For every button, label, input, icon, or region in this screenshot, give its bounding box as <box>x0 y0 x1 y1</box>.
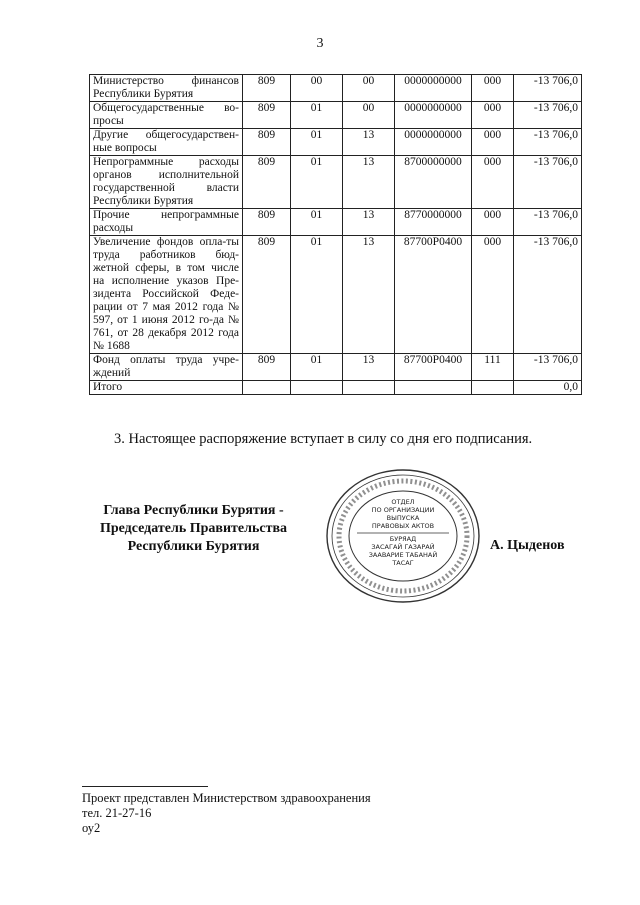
table-cell-c6: -13 706,0 <box>514 354 582 381</box>
table-cell-c2: 01 <box>291 102 343 129</box>
seal-text-line: ТАСАГ <box>392 559 414 567</box>
seal-text-line: ЗААВАРИЕ ТАБАНАЙ <box>368 551 438 559</box>
table-row <box>90 354 582 381</box>
page-number: 3 <box>316 36 324 51</box>
footnote-line: тел. 21-27-16 <box>82 806 152 820</box>
table-cell-c2: 01 <box>291 354 343 381</box>
footnote-divider <box>82 786 208 787</box>
table-cell-c6: 0,0 <box>514 381 582 395</box>
table-cell-c6: -13 706,0 <box>514 209 582 236</box>
table-cell-c5: 000 <box>472 102 514 129</box>
table-cell-c4: 0000000000 <box>395 129 472 156</box>
table-cell-c4: 0000000000 <box>395 102 472 129</box>
official-seal <box>323 466 483 606</box>
table-cell-c6: -13 706,0 <box>514 102 582 129</box>
table-cell-c1: 809 <box>243 236 291 354</box>
table-cell-c3: 00 <box>343 102 395 129</box>
signatory-title-line: Глава Республики Бурятия - <box>103 503 284 518</box>
table-cell-c2: 00 <box>291 75 343 102</box>
footnote-line: оу2 <box>82 821 101 835</box>
table-cell-c2: 01 <box>291 156 343 209</box>
table-cell-c6: -13 706,0 <box>514 156 582 209</box>
table-cell-c1 <box>243 381 291 395</box>
table-cell-c1: 809 <box>243 354 291 381</box>
table-cell-c2 <box>291 381 343 395</box>
seal-text-line: ВЫПУСКА <box>386 514 420 522</box>
table-cell-c5: 000 <box>472 75 514 102</box>
footnote-line: Проект представлен Министерством здравоохранения <box>82 791 371 805</box>
table-cell-c5 <box>472 381 514 395</box>
table-cell-c6: -13 706,0 <box>514 129 582 156</box>
table-cell-c4: 8770000000 <box>395 209 472 236</box>
table-cell-c5: 000 <box>472 156 514 209</box>
seal-text-line: ПРАВОВЫХ АКТОВ <box>371 522 435 530</box>
seal-text-line: ЗАСАГАЙ ГАЗАРАЙ <box>371 543 435 551</box>
seal-text-line: ПО ОРГАНИЗАЦИИ <box>371 506 435 514</box>
table-cell-name: Прочие непрограммные расходы <box>90 209 243 236</box>
table-cell-c5: 000 <box>472 209 514 236</box>
signatory-title <box>76 502 311 556</box>
table-cell-name: Общегосударственные во-просы <box>90 102 243 129</box>
table-cell-c3: 13 <box>343 156 395 209</box>
table-cell-c3 <box>343 381 395 395</box>
seal-text-line: ОТДЕЛ <box>391 498 415 506</box>
table-row <box>90 156 582 209</box>
table-row <box>90 102 582 129</box>
table-cell-name: Итого <box>90 381 243 395</box>
signatory-title-line: Республики Бурятия <box>127 539 260 554</box>
table-cell-c5: 111 <box>472 354 514 381</box>
table-cell-c5: 000 <box>472 236 514 354</box>
table-row <box>90 236 582 354</box>
table-cell-c2: 01 <box>291 236 343 354</box>
clause-text: 3. Настоящее распоряжение вступает в силу со дня его подписания. <box>114 431 533 447</box>
table-row <box>90 75 582 102</box>
table-body <box>90 75 582 395</box>
table-cell-c4: 8700000000 <box>395 156 472 209</box>
table-cell-name: Фонд оплаты труда учре-ждений <box>90 354 243 381</box>
table-cell-c1: 809 <box>243 209 291 236</box>
table-cell-c1: 809 <box>243 156 291 209</box>
table-cell-c1: 809 <box>243 129 291 156</box>
table-cell-c2: 01 <box>291 209 343 236</box>
table-row <box>90 381 582 395</box>
table-cell-c2: 01 <box>291 129 343 156</box>
table-cell-c3: 13 <box>343 236 395 354</box>
table-cell-c4: 87700P0400 <box>395 354 472 381</box>
table-cell-c6: -13 706,0 <box>514 75 582 102</box>
table-cell-name: Другие общегосударствен-ные вопросы <box>90 129 243 156</box>
signatory-title-line: Председатель Правительства <box>99 521 288 536</box>
table-cell-name: Министерство финансов Республики Бурятия <box>90 75 243 102</box>
table-cell-c1: 809 <box>243 102 291 129</box>
table-row <box>90 129 582 156</box>
table-cell-c5: 000 <box>472 129 514 156</box>
table-cell-c3: 13 <box>343 209 395 236</box>
table-cell-c4: 0000000000 <box>395 75 472 102</box>
budget-table <box>89 74 582 395</box>
table-cell-c4 <box>395 381 472 395</box>
table-row <box>90 209 582 236</box>
table-cell-c1: 809 <box>243 75 291 102</box>
table-cell-c6: -13 706,0 <box>514 236 582 354</box>
table-cell-name: Непрограммные расходы органов исполнительной государственной власти Республики Бурятия <box>90 156 243 209</box>
table-cell-name: Увеличение фондов опла-ты труда работников бюд-жетной сферы, в том числе на исполнение указов Пре-зидента Российской Феде-рации от 7 мая 2012 года № 597, от 1 июня 2012 го-да № 761, от 28 декабря 2012 года № 1688 <box>90 236 243 354</box>
footnote <box>82 791 371 836</box>
table-cell-c3: 13 <box>343 129 395 156</box>
table-cell-c4: 87700P0400 <box>395 236 472 354</box>
seal-text-line: БУРЯАД <box>389 535 417 543</box>
signatory-name: А. Цыденов <box>490 538 565 553</box>
table-cell-c3: 13 <box>343 354 395 381</box>
table-cell-c3: 00 <box>343 75 395 102</box>
